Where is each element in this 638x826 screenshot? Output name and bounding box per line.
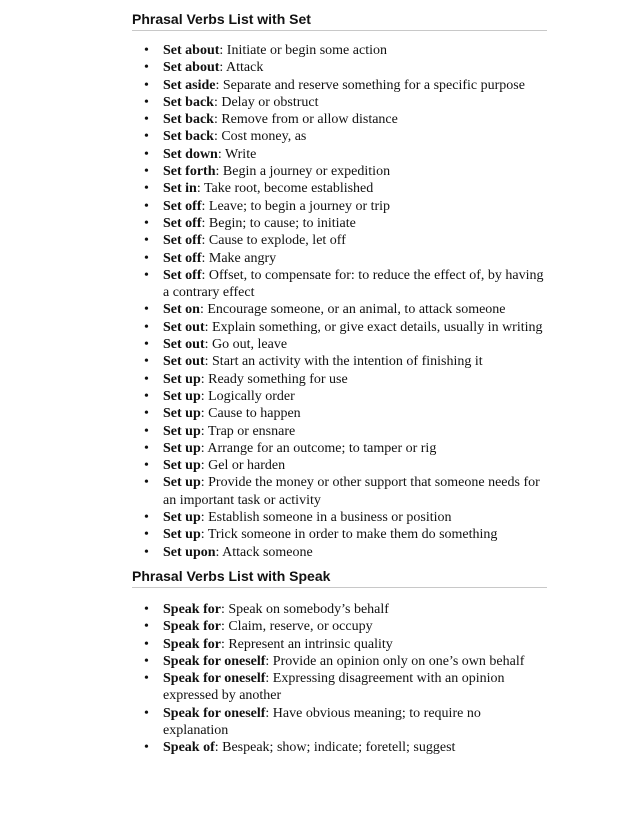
verb-term: Set back [163, 94, 214, 110]
verb-definition: : Remove from or allow distance [213, 112, 398, 128]
verb-term: Set forth [163, 164, 216, 180]
verb-term: Speak for oneself [163, 653, 266, 669]
bullet-icon: • [144, 146, 149, 162]
verb-term: Set upon [163, 544, 216, 560]
verb-term: Speak for [163, 619, 221, 635]
bullet-icon: • [144, 267, 149, 283]
bullet-icon: • [144, 354, 149, 370]
verb-term: Speak for [163, 601, 221, 617]
verb-definition: : Leave; to begin a journey or trip [201, 198, 391, 214]
bullet-icon: • [144, 475, 149, 491]
verb-definition: : Ready something for use [200, 371, 348, 387]
verb-definition: : Separate and reserve something for a specific purpose [215, 77, 525, 93]
verb-term: Set off [163, 198, 202, 214]
list-item [132, 371, 547, 388]
bullet-icon: • [144, 671, 149, 687]
verb-term: Set off [163, 215, 202, 231]
bullet-icon: • [144, 544, 149, 560]
verb-term: Set off [163, 233, 202, 249]
verb-term: Set up [163, 510, 201, 526]
verb-definition: : Delay or obstruct [213, 94, 319, 110]
list-item [132, 336, 547, 353]
list-item [132, 301, 547, 318]
verb-term: Set up [163, 458, 201, 474]
bullet-icon: • [144, 458, 149, 474]
bullet-icon: • [144, 181, 149, 197]
verb-term: Set back [163, 129, 214, 145]
verb-definition: : Cause to happen [200, 406, 301, 422]
bullet-icon: • [144, 43, 149, 58]
list-item [132, 163, 547, 180]
bullet-icon: • [144, 440, 149, 456]
verb-term: Speak for oneself [163, 671, 266, 687]
list-item [132, 618, 547, 635]
verb-term: Set down [163, 146, 218, 162]
verb-term: Set up [163, 406, 201, 422]
verb-definition: : Cause to explode, let off [201, 233, 346, 249]
list-item [132, 180, 547, 197]
list-item [132, 353, 547, 370]
verb-term: Set up [163, 475, 201, 491]
verb-term: Set up [163, 371, 201, 387]
list-item [132, 198, 547, 215]
list-item [132, 405, 547, 422]
verb-term: Speak for oneself [163, 705, 266, 721]
list-item [132, 146, 547, 163]
list-item [132, 111, 547, 128]
verb-term: Set about [163, 60, 220, 76]
verb-definition: : Go out, leave [204, 337, 288, 353]
verb-definition: : Offset, to compensate for: to reduce the effect of, by having a contrary effect [163, 267, 544, 301]
list-item [132, 388, 547, 405]
list-item [132, 319, 547, 336]
bullet-icon: • [144, 619, 149, 635]
verb-term: Set off [163, 250, 202, 266]
verb-definition: : Attack [219, 60, 264, 76]
bullet-icon: • [144, 740, 149, 756]
bullet-icon: • [144, 337, 149, 353]
section-speak [132, 567, 547, 757]
bullet-icon: • [144, 215, 149, 231]
verb-definition: : Speak on somebody’s behalf [220, 601, 389, 617]
bullet-icon: • [144, 636, 149, 652]
verb-definition: : Make angry [201, 250, 277, 266]
bullet-icon: • [144, 423, 149, 439]
list-item [132, 215, 547, 232]
list-item [132, 636, 547, 653]
section-heading: Phrasal Verbs List with Speak [132, 567, 547, 588]
list-item [132, 739, 547, 756]
bullet-icon: • [144, 319, 149, 335]
verb-definition: : Gel or harden [200, 458, 286, 474]
list-item [132, 94, 547, 111]
bullet-icon: • [144, 250, 149, 266]
list-item [132, 705, 547, 740]
bullet-icon: • [144, 653, 149, 669]
verb-term: Set up [163, 527, 201, 543]
verb-definition: : Provide an opinion only on one’s own behalf [265, 653, 525, 669]
verb-definition: : Logically order [200, 388, 295, 404]
bullet-icon: • [144, 406, 149, 422]
verb-term: Set out [163, 319, 205, 335]
verb-term: Set in [163, 181, 197, 197]
list-item [132, 440, 547, 457]
bullet-icon: • [144, 705, 149, 721]
section-heading: Phrasal Verbs List with Set [132, 10, 547, 31]
list-item [132, 509, 547, 526]
bullet-icon: • [144, 302, 149, 318]
verb-definition: : Initiate or begin some action [219, 43, 387, 58]
bullet-icon: • [144, 198, 149, 214]
bullet-icon: • [144, 77, 149, 93]
verb-definition: : Provide the money or other support that someone needs for an important task or activity [163, 475, 540, 508]
bullet-icon: • [144, 94, 149, 110]
verb-definition: : Start an activity with the intention of finishing it [204, 354, 483, 370]
list-item [132, 457, 547, 474]
bullet-icon: • [144, 510, 149, 526]
verb-definition: : Trick someone in order to make them do something [200, 527, 498, 543]
verb-term: Set back [163, 112, 214, 128]
list-item [132, 250, 547, 267]
list-item [132, 232, 547, 249]
bullet-icon: • [144, 129, 149, 145]
section-set [132, 0, 547, 561]
verb-definition: : Encourage someone, or an animal, to attack someone [199, 302, 506, 318]
bullet-icon: • [144, 601, 149, 617]
list-item [132, 128, 547, 145]
verb-term: Set out [163, 354, 205, 370]
verb-definition: : Represent an intrinsic quality [220, 636, 393, 652]
verb-definition: : Trap or ensnare [200, 423, 296, 439]
list-item [132, 267, 547, 302]
verb-definition: : Bespeak; show; indicate; foretell; suggest [214, 740, 456, 756]
list-item [132, 670, 547, 705]
verb-definition: : Cost money, as [213, 129, 307, 145]
verb-term: Set aside [163, 77, 216, 93]
verb-definition: : Expressing disagreement with an opinion expressed by another [163, 671, 505, 704]
list-item [132, 474, 547, 509]
verb-definition: : Establish someone in a business or position [200, 510, 452, 526]
list-item [132, 59, 547, 76]
list-item [132, 423, 547, 440]
bullet-icon: • [144, 233, 149, 249]
list-item [132, 601, 547, 618]
list-item [132, 544, 547, 561]
verb-term: Set out [163, 337, 205, 353]
verb-term: Set about [163, 43, 220, 58]
verb-definition: : Begin; to cause; to initiate [201, 215, 356, 231]
list-item [132, 526, 547, 543]
verb-definition: : Attack someone [215, 544, 313, 560]
bullet-icon: • [144, 60, 149, 76]
verb-definition: : Claim, reserve, or occupy [220, 619, 373, 635]
bullet-icon: • [144, 164, 149, 180]
verb-definition: : Write [217, 146, 257, 162]
verb-term: Set up [163, 388, 201, 404]
list-item [132, 42, 547, 59]
bullet-icon: • [144, 371, 149, 387]
verb-term: Speak of [163, 740, 215, 756]
verb-definition: : Have obvious meaning; to require no explanation [163, 705, 481, 738]
bullet-icon: • [144, 527, 149, 543]
bullet-icon: • [144, 112, 149, 128]
verb-definition: : Arrange for an outcome; to tamper or rig [200, 440, 437, 456]
verb-term: Set up [163, 423, 201, 439]
phrasal-verb-list [132, 588, 547, 757]
verb-term: Speak for [163, 636, 221, 652]
verb-term: Set up [163, 440, 201, 456]
verb-term: Set off [163, 267, 202, 283]
list-item [132, 653, 547, 670]
phrasal-verb-list [132, 31, 547, 561]
verb-definition: : Begin a journey or expedition [215, 164, 391, 180]
verb-term: Set on [163, 302, 200, 318]
bullet-icon: • [144, 388, 149, 404]
verb-definition: : Explain something, or give exact details, usually in writing [204, 319, 543, 335]
verb-definition: : Take root, become established [196, 181, 374, 197]
list-item [132, 77, 547, 94]
